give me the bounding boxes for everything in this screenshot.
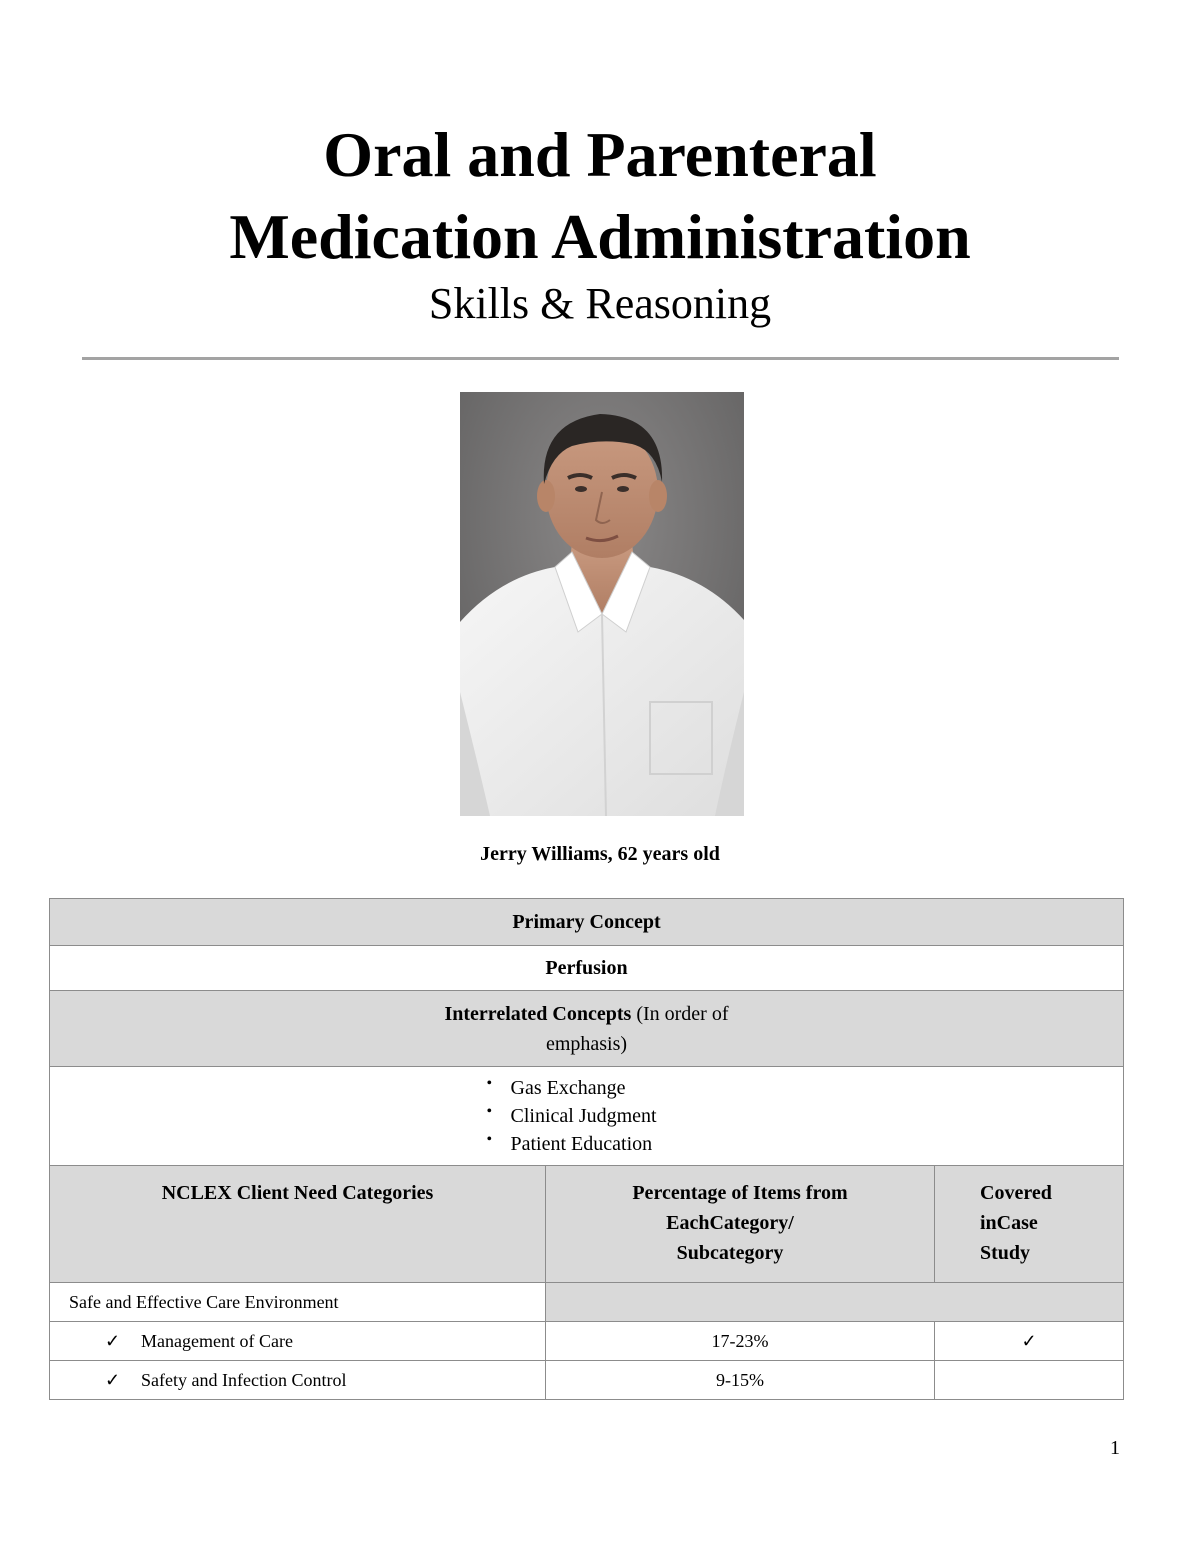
category-cell	[50, 1361, 546, 1400]
checkmark-icon: ✓	[105, 1369, 121, 1390]
list-item	[487, 1074, 687, 1102]
category-label: Safety and Infection Control	[141, 1369, 347, 1390]
concept-table	[49, 898, 1124, 1400]
percentage-cell: 9-15%	[546, 1361, 935, 1400]
column-header-categories: NCLEX Client Need Categories	[50, 1166, 546, 1283]
list-item-label: Gas Exchange	[510, 1077, 626, 1099]
column-header-percentage-line-2: EachCategory/	[666, 1212, 794, 1234]
patient-photo	[460, 392, 744, 816]
primary-concept-value: Perfusion	[50, 946, 1124, 991]
interrelated-concepts-list-cell	[50, 1067, 1124, 1166]
column-header-covered-line-1: Covered	[980, 1182, 1052, 1204]
checkmark-icon: ✓	[105, 1330, 121, 1351]
column-header-percentage-line-1: Percentage of Items from	[632, 1182, 848, 1204]
interrelated-concepts-note: (In order of	[631, 1002, 729, 1025]
section-shaded-cell	[546, 1283, 1124, 1322]
column-header-percentage-line-3: Subcategory	[676, 1242, 784, 1264]
list-item-label: Patient Education	[510, 1133, 653, 1155]
column-header-covered-line-2: inCase	[980, 1212, 1038, 1234]
covered-cell	[935, 1361, 1124, 1400]
interrelated-concepts-title: Interrelated Concepts	[444, 1002, 632, 1025]
interrelated-concepts-header	[50, 991, 1124, 1067]
interrelated-concepts-note-2: emphasis)	[545, 1032, 628, 1055]
percentage-cell: 17-23%	[546, 1322, 935, 1361]
list-item	[487, 1102, 687, 1130]
bullet-icon: •	[486, 1103, 493, 1120]
bullet-icon: •	[486, 1075, 493, 1092]
document-subtitle: Skills & Reasoning	[428, 279, 772, 328]
primary-concept-header: Primary Concept	[50, 899, 1124, 946]
document-title-line-2: Medication Administration	[229, 201, 971, 272]
column-header-percentage	[546, 1166, 935, 1283]
category-cell	[50, 1322, 546, 1361]
horizontal-divider	[82, 357, 1119, 360]
category-label: Management of Care	[141, 1330, 293, 1351]
list-item-label: Clinical Judgment	[510, 1105, 657, 1127]
section-label: Safe and Effective Care Environment	[50, 1283, 546, 1322]
bullet-icon: •	[486, 1131, 493, 1148]
covered-checkmark-icon: ✓	[935, 1322, 1124, 1361]
table-row	[50, 1361, 1124, 1400]
patient-caption: Jerry Williams, 62 years old	[480, 843, 720, 865]
column-header-covered-line-3: Study	[980, 1242, 1031, 1264]
interrelated-concepts-list	[487, 1074, 687, 1158]
column-header-covered	[935, 1166, 1124, 1283]
page-number: 1	[1110, 1437, 1120, 1459]
list-item	[487, 1130, 687, 1158]
table-row	[50, 1322, 1124, 1361]
document-title-line-1: Oral and Parenteral	[323, 119, 877, 190]
